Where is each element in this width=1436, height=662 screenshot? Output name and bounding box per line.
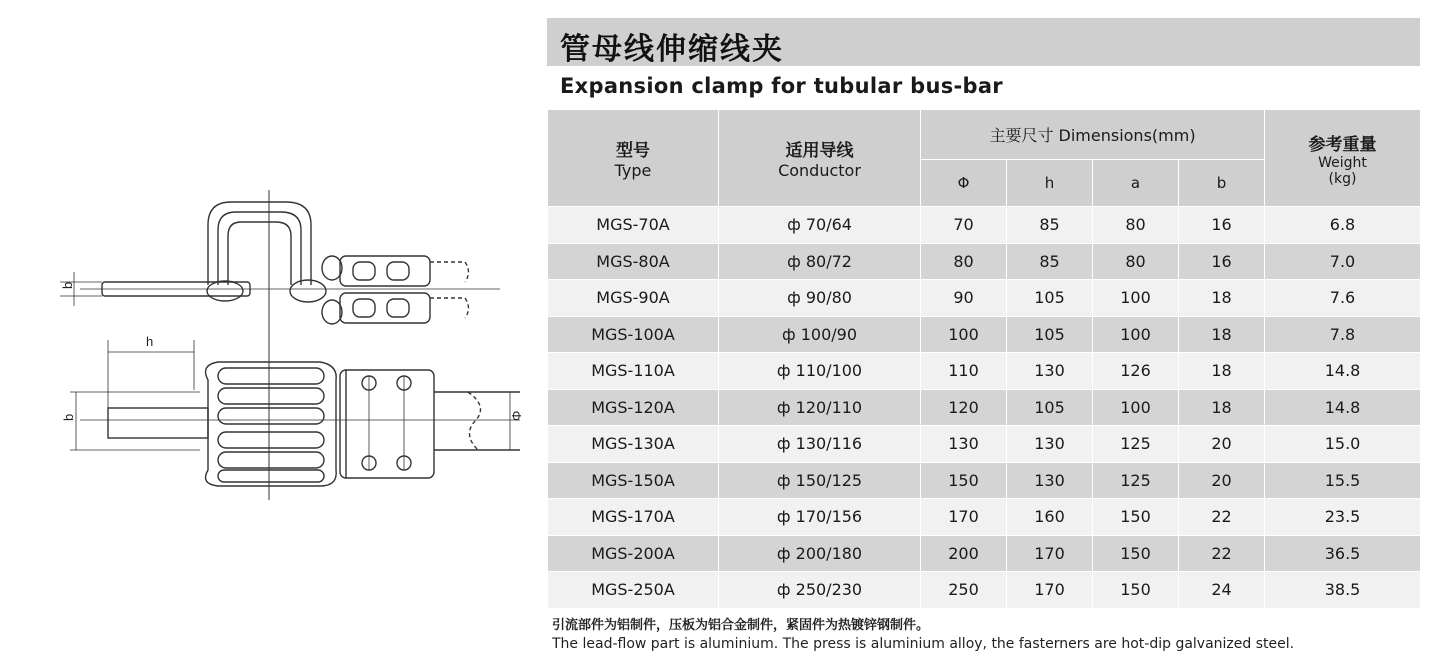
spec-table-body	[548, 207, 1421, 609]
cell-weight: 7.0	[1265, 243, 1421, 280]
cell-phi: 170	[921, 499, 1007, 536]
cell-h: 130	[1007, 426, 1093, 463]
cell-b: 18	[1179, 316, 1265, 353]
dim-label-h: h	[146, 334, 154, 349]
table-row	[548, 353, 1421, 390]
cell-a: 125	[1093, 426, 1179, 463]
cell-b: 22	[1179, 535, 1265, 572]
col-header-type: 型号 Type	[548, 110, 719, 207]
dim-label-b-side: b	[61, 413, 76, 421]
cell-type: MGS-200A	[548, 535, 719, 572]
table-row	[548, 499, 1421, 536]
cell-conductor: ф 130/116	[719, 426, 921, 463]
col-header-h: h	[1007, 160, 1093, 207]
cell-conductor: ф 150/125	[719, 462, 921, 499]
cell-a: 100	[1093, 389, 1179, 426]
col-header-phi: Φ	[921, 160, 1007, 207]
table-row	[548, 426, 1421, 463]
cell-phi: 100	[921, 316, 1007, 353]
cell-phi: 200	[921, 535, 1007, 572]
cell-a: 125	[1093, 462, 1179, 499]
table-row	[548, 462, 1421, 499]
cell-b: 18	[1179, 280, 1265, 317]
cell-type: MGS-150A	[548, 462, 719, 499]
cell-h: 105	[1007, 389, 1093, 426]
cell-b: 16	[1179, 243, 1265, 280]
title-bar	[547, 18, 1420, 66]
cell-phi: 70	[921, 207, 1007, 244]
cell-type: MGS-80A	[548, 243, 719, 280]
table-row	[548, 207, 1421, 244]
col-header-weight: 参考重量 Weight (kg)	[1265, 110, 1421, 207]
cell-a: 150	[1093, 572, 1179, 609]
cell-conductor: ф 170/156	[719, 499, 921, 536]
cell-conductor: ф 100/90	[719, 316, 921, 353]
table-row	[548, 243, 1421, 280]
table-row	[548, 535, 1421, 572]
cell-b: 18	[1179, 389, 1265, 426]
cell-phi: 90	[921, 280, 1007, 317]
cell-b: 16	[1179, 207, 1265, 244]
cell-type: MGS-170A	[548, 499, 719, 536]
cell-b: 22	[1179, 499, 1265, 536]
cell-type: MGS-100A	[548, 316, 719, 353]
cell-conductor: ф 120/110	[719, 389, 921, 426]
cell-a: 126	[1093, 353, 1179, 390]
cell-a: 100	[1093, 280, 1179, 317]
page-title: 管母线伸缩线夹	[560, 32, 784, 67]
dim-label-phi: Φ	[509, 410, 524, 421]
cell-h: 130	[1007, 353, 1093, 390]
table-row	[548, 316, 1421, 353]
cell-phi: 80	[921, 243, 1007, 280]
cell-a: 150	[1093, 535, 1179, 572]
cell-h: 170	[1007, 535, 1093, 572]
cell-phi: 110	[921, 353, 1007, 390]
cell-a: 100	[1093, 316, 1179, 353]
cell-weight: 15.5	[1265, 462, 1421, 499]
cell-h: 105	[1007, 280, 1093, 317]
cell-h: 130	[1007, 462, 1093, 499]
col-header-dimensions: 主要尺寸 Dimensions(mm)	[921, 110, 1265, 160]
cell-b: 20	[1179, 426, 1265, 463]
cell-weight: 7.6	[1265, 280, 1421, 317]
cell-weight: 6.8	[1265, 207, 1421, 244]
clamp-technical-drawing	[40, 180, 530, 500]
cell-weight: 23.5	[1265, 499, 1421, 536]
cell-weight: 14.8	[1265, 353, 1421, 390]
cell-a: 150	[1093, 499, 1179, 536]
cell-h: 160	[1007, 499, 1093, 536]
cell-conductor: ф 90/80	[719, 280, 921, 317]
table-row	[548, 389, 1421, 426]
cell-conductor: ф 200/180	[719, 535, 921, 572]
cell-phi: 120	[921, 389, 1007, 426]
cell-weight: 14.8	[1265, 389, 1421, 426]
cell-type: MGS-90A	[548, 280, 719, 317]
cell-conductor: ф 110/100	[719, 353, 921, 390]
cell-type: MGS-130A	[548, 426, 719, 463]
cell-conductor: ф 250/230	[719, 572, 921, 609]
spec-table	[547, 109, 1421, 609]
page-subtitle: Expansion clamp for tubular bus-bar	[560, 74, 1003, 98]
cell-type: MGS-70A	[548, 207, 719, 244]
table-row	[548, 572, 1421, 609]
cell-phi: 130	[921, 426, 1007, 463]
cell-weight: 15.0	[1265, 426, 1421, 463]
cell-b: 24	[1179, 572, 1265, 609]
cell-h: 85	[1007, 207, 1093, 244]
cell-phi: 250	[921, 572, 1007, 609]
col-header-b: b	[1179, 160, 1265, 207]
cell-weight: 36.5	[1265, 535, 1421, 572]
cell-conductor: ф 70/64	[719, 207, 921, 244]
cell-h: 105	[1007, 316, 1093, 353]
cell-conductor: ф 80/72	[719, 243, 921, 280]
material-note-cn: 引流部件为铝制件，压板为铝合金制件，紧固件为热镀锌钢制件。	[552, 618, 930, 633]
col-header-a: a	[1093, 160, 1179, 207]
dim-label-b-top: b	[60, 281, 75, 289]
cell-weight: 38.5	[1265, 572, 1421, 609]
cell-type: MGS-250A	[548, 572, 719, 609]
col-header-conductor: 适用导线 Conductor	[719, 110, 921, 207]
cell-h: 170	[1007, 572, 1093, 609]
cell-a: 80	[1093, 243, 1179, 280]
cell-h: 85	[1007, 243, 1093, 280]
cell-type: MGS-120A	[548, 389, 719, 426]
cell-phi: 150	[921, 462, 1007, 499]
cell-b: 18	[1179, 353, 1265, 390]
cell-weight: 7.8	[1265, 316, 1421, 353]
table-row	[548, 280, 1421, 317]
material-note-en: The lead-flow part is aluminium. The press is aluminium alloy, the fasterners are hot-dip galvanized steel.	[552, 636, 1295, 652]
cell-b: 20	[1179, 462, 1265, 499]
cell-type: MGS-110A	[548, 353, 719, 390]
cell-a: 80	[1093, 207, 1179, 244]
